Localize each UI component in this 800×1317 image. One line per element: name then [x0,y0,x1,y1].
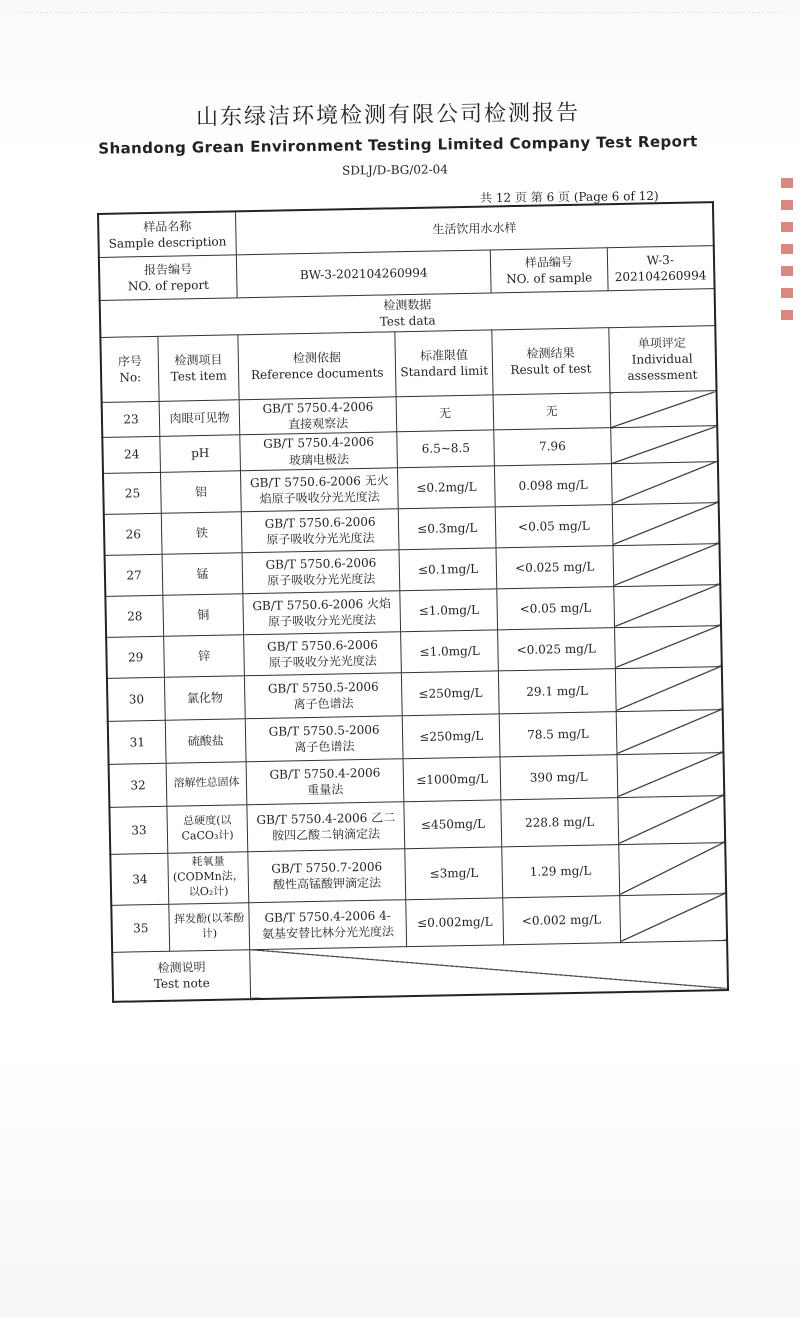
report-table-wrapper [97,201,719,1002]
row-no: 29 [106,636,165,678]
col-header-no [100,336,159,402]
col-header-result [492,328,610,395]
row-item: 耗氧量(CODMn法，以O₂计) [168,851,249,904]
row-reference-line2: 胺四乙酸二钠滴定法 [271,826,381,843]
row-standard: ≤250mg/L [402,714,500,759]
row-reference [244,672,402,718]
row-reference [246,758,404,804]
row-assessment-empty [618,842,726,895]
row-result: 7.96 [494,428,611,466]
test-note-cn: 检测说明 [157,959,206,975]
row-no: 35 [111,904,170,952]
row-item: 硫酸盐 [165,718,246,763]
row-reference-line2: 离子色谱法 [293,695,354,712]
row-result: 1.29 mg/L [502,844,619,897]
row-no: 26 [104,513,163,555]
row-reference-line1: GB/T 5750.4-2006 [263,435,375,452]
row-reference-line1: GB/T 5750.5-2006 [268,722,380,739]
test-note-label [112,949,250,1001]
col-header-item [158,335,239,402]
row-standard: ≤0.1mg/L [399,548,497,591]
row-item: 溶解性总固体 [166,761,247,806]
col-item-cn: 检测项目 [174,352,223,368]
row-result: <0.05 mg/L [497,586,614,629]
row-standard: 无 [396,395,494,432]
row-item: pH [160,435,240,472]
row-reference [242,550,400,594]
report-table [97,201,729,1002]
row-reference-line2: 重量法 [307,782,344,797]
row-reference [240,432,398,470]
row-result: 29.1 mg/L [498,668,615,713]
sample-description-value: 生活饮用水水样 [236,202,714,255]
row-reference-line2: 氨基安替比林分光光度法 [261,924,395,941]
row-standard: ≤1000mg/L [403,757,501,802]
col-std-en: Standard limit [400,363,489,380]
report-label-en: NO. of report [127,277,210,294]
col-ref-en: Reference documents [250,365,384,383]
row-no: 30 [107,677,166,721]
row-item: 肉眼可见物 [159,400,239,437]
row-assessment-empty [615,666,723,711]
row-reference-line1: GB/T 5750.6-2006 [264,514,376,531]
row-reference [247,801,405,851]
row-reference [243,591,401,635]
col-res-cn: 检测结果 [526,345,575,361]
sample-label-cn: 样品名称 [143,219,192,234]
row-reference-line2: 酸性高锰酸钾滴定法 [272,875,382,892]
row-standard: ≤1.0mg/L [401,630,499,673]
row-standard: ≤0.3mg/L [398,507,496,550]
scan-edge [20,12,780,53]
row-no: 27 [105,554,164,596]
sample-description-label [98,211,236,257]
col-no-cn: 序号 [117,353,143,369]
row-result: 0.098 mg/L [495,463,612,506]
row-no: 23 [102,401,160,437]
row-reference-line1: GB/T 5750.4-2006 [262,399,374,416]
row-no: 28 [105,595,164,637]
page-info: 共 12 页 第 6 页 (Page 6 of 12) [479,188,659,206]
col-res-en: Result of test [510,361,592,378]
sample-label-en: Sample description [108,234,227,251]
row-item: 铜 [163,594,244,637]
row-assessment-empty [613,543,721,586]
col-item-en: Test item [170,368,227,384]
row-reference-line1: GB/T 5750.6-2006 火焰 [252,595,392,613]
row-item: 锰 [162,553,243,596]
row-item: 挥发酚(以苯酚计) [169,902,250,951]
row-standard: ≤450mg/L [404,800,502,849]
col-ref-cn: 检测依据 [292,350,342,366]
row-standard: ≤250mg/L [402,671,500,716]
row-result: 78.5 mg/L [499,711,616,756]
row-reference-line2: 原子吸收分光光度法 [267,571,376,588]
col-std-cn: 标准限值 [419,347,469,363]
col-header-assessment [608,326,716,393]
row-reference [239,397,397,435]
row-result: <0.002 mg/L [503,895,620,944]
row-no: 25 [103,472,162,514]
test-note-empty [250,940,728,999]
row-standard: 6.5~8.5 [397,430,495,467]
report-label-cn: 报告编号 [143,261,193,277]
row-assessment-empty [617,795,725,844]
row-result: 228.8 mg/L [501,797,618,846]
row-no: 34 [110,853,169,905]
row-assessment-empty [614,625,722,668]
row-reference-line1: GB/T 5750.6-2006 无火 [249,473,389,490]
column-header-row [100,326,716,403]
sampleno-label-en: NO. of sample [506,270,593,287]
row-reference-line1: GB/T 5750.5-2006 [267,679,379,696]
row-result: <0.05 mg/L [495,504,612,547]
row-standard: ≤1.0mg/L [400,589,498,632]
row-reference-line2: 原子吸收分光光度法 [266,530,375,547]
row-reference [249,899,407,949]
section-title-cn: 检测数据 [383,297,432,313]
document-code: SDLJ/D-BG/02-04 [341,162,448,178]
row-item: 总硬度(以CaCO₃计) [167,804,248,853]
row-assessment-empty [613,584,721,627]
col-header-standard [395,330,493,397]
row-reference [240,468,398,512]
row-result: 无 [493,393,610,431]
row-item: 铝 [161,471,242,514]
seal-edge-mark [781,178,793,328]
row-assessment-empty [612,502,720,545]
row-reference-line2: 直接观察法 [288,416,349,432]
row-reference-line1: GB/T 5750.4-2006 乙二 [256,809,396,827]
row-reference-line2: 原子吸收分光光度法 [267,612,377,629]
row-reference-line1: GB/T 5750.6-2006 [266,637,379,654]
row-assessment-empty [616,709,724,754]
row-reference-line1: GB/T 5750.4-2006 [269,765,381,782]
row-no: 32 [109,763,168,807]
sample-number-value: W-3-202104260994 [607,246,715,291]
row-assessment-empty [611,461,719,504]
row-reference-line2: 原子吸收分光光度法 [268,653,377,670]
col-header-reference [238,332,396,400]
row-item: 锌 [164,635,245,678]
row-standard: ≤3mg/L [405,847,503,900]
row-standard: ≤0.002mg/L [406,898,504,947]
col-assess-cn: 单项评定 [637,335,686,351]
row-reference-line1: GB/T 5750.6-2006 [265,555,377,572]
col-assess-en1: Individual [631,351,693,367]
report-number-value: BW-3-202104260994 [236,250,491,298]
row-reference [248,848,406,902]
sampleno-label-cn: 样品编号 [524,254,573,270]
row-reference-line1: GB/T 5750.4-2006 4- [264,908,391,925]
col-no-en: No: [119,370,142,385]
row-reference [241,509,399,553]
test-note-row [112,940,728,1001]
row-result: <0.025 mg/L [496,545,613,588]
row-reference-line2: 玻璃电极法 [288,451,350,467]
col-assess-en2: assessment [627,367,698,383]
row-assessment-empty [617,752,725,797]
report-title-cn: 山东绿洁环境检测有限公司检测报告 [195,100,581,131]
row-reference-line1: GB/T 5750.7-2006 [271,859,383,876]
row-standard: ≤0.2mg/L [398,466,496,509]
row-no: 31 [108,720,167,764]
row-assessment-empty [619,893,727,942]
row-assessment-empty [610,391,718,428]
sample-number-label [490,248,607,293]
row-assessment-empty [610,426,718,463]
row-result: 390 mg/L [500,754,617,799]
row-result: <0.025 mg/L [498,627,615,670]
row-reference [245,715,403,761]
row-item: 铁 [162,512,243,555]
report-title-en: Shandong Grean Environment Testing Limited Company Test Report [98,132,698,158]
row-no: 24 [102,437,160,473]
row-no: 33 [109,806,168,854]
row-item: 氯化物 [165,676,246,721]
test-note-en: Test note [153,975,210,991]
row-reference-line2: 焰原子吸收分光光度法 [259,489,380,506]
section-title-en: Test data [379,313,436,329]
row-reference-line2: 离子色谱法 [294,738,355,755]
row-reference [244,631,402,675]
report-number-label [99,255,237,301]
